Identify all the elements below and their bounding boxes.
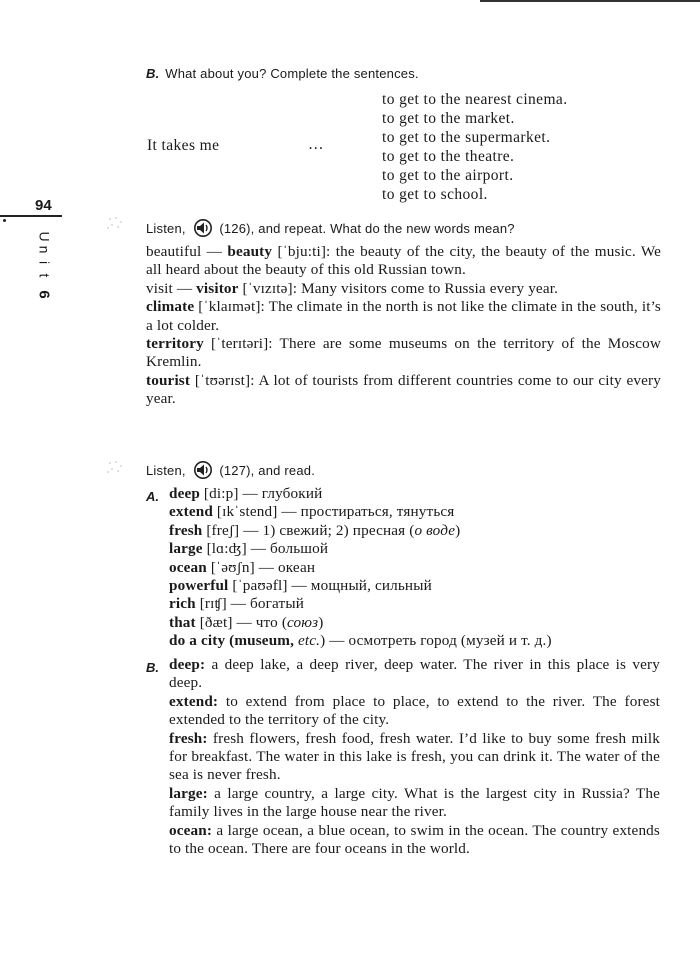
vocab-entry: large [lɑ:ʤ] — большой — [169, 540, 329, 558]
vocab-entry: do a city (museum, etc.) — осмотреть город (музей и т. д.) — [169, 632, 552, 650]
definition-paragraph: extend: to extend from place to place, to extend to the river. The forest extended to the territory of the city. — [169, 692, 660, 729]
new-words-paragraph — [146, 243, 661, 409]
listen-text: Listen, — [146, 463, 186, 478]
word-entry: territory [ˈterɪtəri]: There are some museums on the territory of the Moscow Kremlin. — [146, 335, 661, 371]
option-item: to get to school. — [382, 186, 488, 203]
listen-instruction — [146, 219, 515, 240]
definitions — [169, 656, 660, 858]
section-label: B. — [146, 66, 160, 81]
option-item: to get to the supermarket. — [382, 129, 551, 146]
unit-label — [34, 230, 54, 301]
section-b-instruction — [146, 66, 419, 81]
vocabulary-list — [169, 485, 552, 651]
vocab-entry: extend [ɪkˈstend] — простираться, тянуться — [169, 503, 455, 521]
unit-number: 6 — [35, 290, 53, 299]
unit-letter: i — [36, 260, 53, 265]
vocab-entry: that [ðæt] — что (союз) — [169, 613, 324, 631]
scan-smudge-icon — [104, 214, 126, 232]
page-number-rule — [0, 215, 62, 217]
page-number: 94 — [35, 197, 52, 214]
definition-paragraph: large: a large country, a large city. What is the largest city in Russia? The family lives in the large house near the river. — [169, 784, 660, 821]
option-item: to get to the market. — [382, 110, 515, 127]
vocab-entry: ocean [ˈəʊʃn] — океан — [169, 558, 316, 576]
section-a-label: A. — [146, 489, 159, 504]
scan-smudge-icon — [104, 458, 126, 476]
word-entry: climate [ˈklaɪmət]: The climate in the north is not like the climate in the south, it’s a lot colder. — [146, 298, 661, 334]
listen-text: Listen, — [146, 221, 186, 236]
word-entry: beautiful — beauty [ˈbju:ti]: the beauty of the city, the beauty of the music. We all heard about the beauty of this old Russian town. — [146, 243, 661, 279]
sentence-options — [382, 90, 567, 204]
instruction-text: What about you? Complete the sentences. — [165, 66, 419, 81]
definition-paragraph: deep: a deep lake, a deep river, deep water. The river in this place is very deep. — [169, 656, 660, 692]
unit-letter: t — [36, 273, 53, 278]
listen-track-text: (127), and read. — [219, 463, 316, 478]
listen-instruction — [146, 461, 315, 482]
option-item: to get to the airport. — [382, 167, 514, 184]
audio-speaker-icon[interactable] — [193, 461, 213, 482]
ellipsis: … — [308, 136, 324, 153]
option-item: to get to the nearest cinema. — [382, 91, 568, 108]
vocab-entry: powerful [ˈpaʊəfl] — мощный, сильный — [169, 577, 432, 595]
option-item: to get to the theatre. — [382, 148, 515, 165]
unit-letter: n — [36, 245, 53, 254]
margin-dot — [3, 219, 6, 222]
vocab-entry: fresh [freʃ] — 1) свежий; 2) пресная (о воде) — [169, 521, 461, 539]
section-b-label: B. — [146, 660, 159, 675]
definition-paragraph: ocean: a large ocean, a blue ocean, to swim in the ocean. The country extends to the ocean. There are four oceans in the world. — [169, 821, 660, 858]
definition-paragraph: fresh: fresh flowers, fresh food, fresh water. I’d like to buy some fresh milk for breakfast. The water in this lake is fresh, you can drink it. The water of the sea is never fresh. — [169, 729, 660, 784]
top-rule — [480, 0, 700, 2]
word-entry: tourist [ˈtʊərɪst]: A lot of tourists from different countries come to our city every year. — [146, 371, 661, 408]
sentence-start: It takes me — [147, 137, 220, 154]
unit-letter: U — [36, 231, 53, 242]
listen-track-text: (126), and repeat. What do the new words mean? — [219, 221, 515, 236]
word-entry: visit — visitor [ˈvɪzɪtə]: Many visitors come to Russia every year. — [146, 279, 559, 297]
vocab-entry: deep [di:p] — глубокий — [169, 485, 323, 502]
vocab-entry: rich [rɪʧ] — богатый — [169, 595, 304, 613]
audio-speaker-icon[interactable] — [193, 219, 213, 240]
